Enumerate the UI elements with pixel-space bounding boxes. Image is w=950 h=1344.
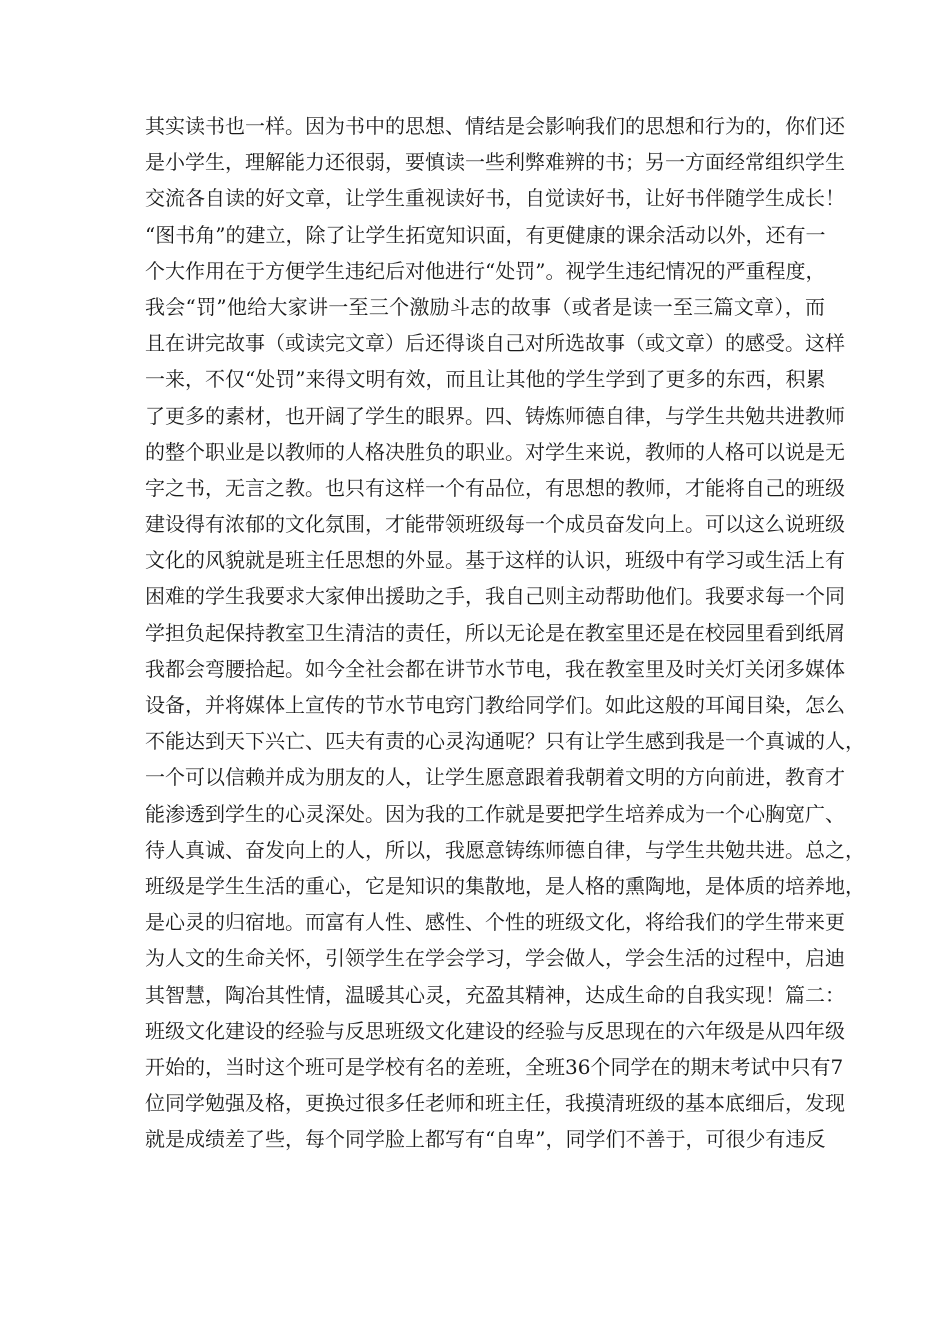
text-line-3: 交流各自读的好文章，让学生重视读好书，自觉读好书，让好书伴随学生成长！: [145, 186, 845, 211]
text-line-13: 文化的风貌就是班主任思想的外显。基于这样的认识，班级中有学习或生活上有: [145, 548, 845, 573]
text-line-15: 学担负起保持教室卫生清洁的责任，所以无论是在教室里还是在校园里看到纸屑: [145, 620, 845, 645]
text-line-21: 待人真诚、奋发向上的人，所以，我愿意铸练师德自律，与学生共勉共进。总之，: [145, 837, 865, 862]
text-line-22: 班级是学生生活的重心，它是知识的集散地，是人格的熏陶地，是体质的培养地，: [145, 873, 865, 898]
text-line-14: 困难的学生我要求大家伸出援助之手，我自己则主动帮助他们。我要求每一个同: [145, 584, 845, 609]
text-line-10: 的整个职业是以教师的人格决胜负的职业。对学生来说，教师的人格可以说是无: [145, 439, 845, 464]
text-line-24: 为人文的生命关怀，引领学生在学会学习，学会做人，学会生活的过程中，启迪: [145, 946, 845, 971]
text-line-8: 一来，不仅“处罚”来得文明有效，而且让其他的学生学到了更多的东西，积累: [145, 367, 826, 392]
text-line-18: 不能达到天下兴亡、匹夫有责的心灵沟通呢？只有让学生感到我是一个真诚的人，: [145, 729, 865, 754]
text-line-27: 开始的，当时这个班可是学校有名的差班，全班36个同学在的期末考试中只有7: [145, 1054, 844, 1079]
text-line-12: 建设得有浓郁的文化氛围，才能带领班级每一个成员奋发向上。可以这么说班级: [145, 512, 845, 537]
text-line-5: 个大作用在于方便学生违纪后对他进行“处罚”。视学生违纪情况的严重程度，: [145, 258, 826, 283]
text-line-6: 我会“罚”他给大家讲一至三个激励斗志的故事（或者是读一至三篇文章），而: [145, 294, 825, 319]
body-text: [145, 108, 865, 1157]
text-line-20: 能渗透到学生的心灵深处。因为我的工作就是要把学生培养成为一个心胸宽广、: [145, 801, 845, 826]
text-line-28: 位同学勉强及格，更换过很多任老师和班主任，我摸清班级的基本底细后，发现: [145, 1091, 845, 1116]
text-line-16: 我都会弯腰拾起。如今全社会都在讲节水节电，我在教室里及时关灯关闭多媒体: [145, 656, 845, 681]
text-line-25: 其智慧，陶冶其性情，温暖其心灵，充盈其精神，达成生命的自我实现！篇二：: [145, 982, 845, 1007]
text-line-4: “图书角”的建立，除了让学生拓宽知识面，有更健康的课余活动以外，还有一: [145, 222, 826, 247]
text-line-2: 是小学生，理解能力还很弱，要慎读一些利弊难辨的书；另一方面经常组织学生: [145, 150, 845, 175]
text-line-9: 了更多的素材，也开阔了学生的眼界。四、铸炼师德自律，与学生共勉共进教师: [145, 403, 845, 428]
text-line-26: 班级文化建设的经验与反思班级文化建设的经验与反思现在的六年级是从四年级: [145, 1018, 845, 1043]
text-line-19: 一个可以信赖并成为朋友的人，让学生愿意跟着我朝着文明的方向前进，教育才: [145, 765, 845, 790]
text-line-11: 字之书，无言之教。也只有这样一个有品位，有思想的教师，才能将自己的班级: [145, 475, 845, 500]
text-line-7: 且在讲完故事（或读完文章）后还得谈自己对所选故事（或文章）的感受。这样: [145, 331, 845, 356]
text-line-17: 设备，并将媒体上宣传的节水节电窍门教给同学们。如此这般的耳闻目染，怎么: [145, 693, 845, 717]
text-line-1: 其实读书也一样。因为书中的思想、情结是会影响我们的思想和行为的，你们还: [145, 114, 845, 138]
text-line-23: 是心灵的归宿地。而富有人性、感性、个性的班级文化，将给我们的学生带来更: [145, 910, 845, 935]
text-line-29: 就是成绩差了些，每个同学脸上都写有“自卑”，同学们不善于，可很少有违反: [145, 1127, 826, 1152]
